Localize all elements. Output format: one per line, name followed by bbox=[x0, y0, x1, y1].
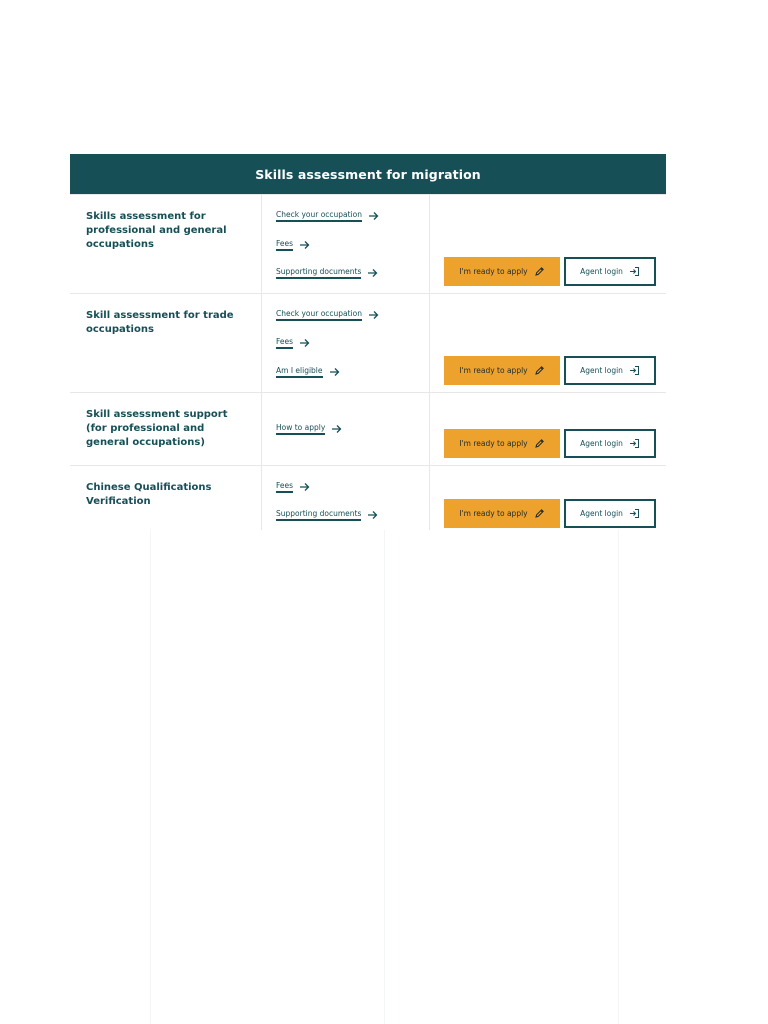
table-header bbox=[70, 154, 666, 194]
column-divider bbox=[429, 195, 430, 293]
apply-label: I'm ready to apply bbox=[459, 267, 528, 276]
column-divider bbox=[261, 294, 262, 392]
row-title: Skills assessment for professional and general occupations bbox=[86, 211, 227, 250]
arrow-right-icon bbox=[299, 482, 310, 492]
column-divider bbox=[429, 466, 430, 530]
pencil-icon bbox=[534, 365, 545, 376]
column-divider bbox=[429, 294, 430, 392]
link-label: Fees bbox=[276, 239, 293, 251]
table-row bbox=[70, 293, 666, 392]
agent-label: Agent login bbox=[580, 439, 623, 448]
link-label: Supporting documents bbox=[276, 267, 361, 279]
check-occupation-link[interactable] bbox=[276, 308, 379, 322]
check-occupation-link[interactable] bbox=[276, 209, 379, 223]
link-label: Supporting documents bbox=[276, 509, 361, 521]
apply-label: I'm ready to apply bbox=[459, 366, 528, 375]
row-title: Skill assessment for trade occupations bbox=[86, 310, 234, 335]
link-label: How to apply bbox=[276, 423, 325, 435]
link-label: Am I eligible bbox=[276, 366, 323, 378]
agent-label: Agent login bbox=[580, 267, 623, 276]
arrow-right-icon bbox=[368, 211, 379, 221]
arrow-right-icon bbox=[331, 424, 342, 434]
login-icon bbox=[629, 438, 640, 449]
how-to-apply-link[interactable] bbox=[276, 422, 342, 436]
fees-link[interactable] bbox=[276, 238, 310, 252]
apply-label: I'm ready to apply bbox=[459, 439, 528, 448]
ready-to-apply-button[interactable] bbox=[444, 429, 560, 458]
table-row bbox=[70, 465, 666, 530]
table-row bbox=[70, 392, 666, 465]
column-divider bbox=[261, 466, 262, 530]
background-guide-line bbox=[384, 530, 385, 1024]
link-label: Check your occupation bbox=[276, 210, 362, 222]
fees-link[interactable] bbox=[276, 336, 310, 350]
arrow-right-icon bbox=[367, 268, 378, 278]
supporting-documents-link[interactable] bbox=[276, 508, 378, 522]
login-icon bbox=[629, 365, 640, 376]
supporting-documents-link[interactable] bbox=[276, 266, 378, 280]
agent-login-button[interactable] bbox=[564, 257, 656, 286]
table-title: Skills assessment for migration bbox=[255, 166, 481, 182]
arrow-right-icon bbox=[367, 510, 378, 520]
ready-to-apply-button[interactable] bbox=[444, 257, 560, 286]
login-icon bbox=[629, 266, 640, 277]
pencil-icon bbox=[534, 438, 545, 449]
agent-login-button[interactable] bbox=[564, 499, 656, 528]
link-label: Fees bbox=[276, 481, 293, 493]
apply-label: I'm ready to apply bbox=[459, 509, 528, 518]
pencil-icon bbox=[534, 508, 545, 519]
ready-to-apply-button[interactable] bbox=[444, 356, 560, 385]
agent-label: Agent login bbox=[580, 509, 623, 518]
fees-link[interactable] bbox=[276, 480, 310, 494]
link-label: Check your occupation bbox=[276, 309, 362, 321]
agent-login-button[interactable] bbox=[564, 429, 656, 458]
link-label: Fees bbox=[276, 337, 293, 349]
arrow-right-icon bbox=[329, 367, 340, 377]
agent-label: Agent login bbox=[580, 366, 623, 375]
login-icon bbox=[629, 508, 640, 519]
background-guide-line bbox=[618, 530, 619, 1024]
row-title: Chinese Qualifications Verification bbox=[86, 482, 212, 507]
arrow-right-icon bbox=[299, 240, 310, 250]
arrow-right-icon bbox=[368, 310, 379, 320]
table-row bbox=[70, 194, 666, 293]
ready-to-apply-button[interactable] bbox=[444, 499, 560, 528]
pencil-icon bbox=[534, 266, 545, 277]
column-divider bbox=[261, 393, 262, 465]
agent-login-button[interactable] bbox=[564, 356, 656, 385]
arrow-right-icon bbox=[299, 338, 310, 348]
column-divider bbox=[429, 393, 430, 465]
skills-assessment-table bbox=[70, 154, 666, 530]
row-title: Skill assessment support (for professional and general occupations) bbox=[86, 409, 228, 448]
background-guide-line bbox=[150, 530, 151, 1024]
column-divider bbox=[261, 195, 262, 293]
am-i-eligible-link[interactable] bbox=[276, 365, 340, 379]
